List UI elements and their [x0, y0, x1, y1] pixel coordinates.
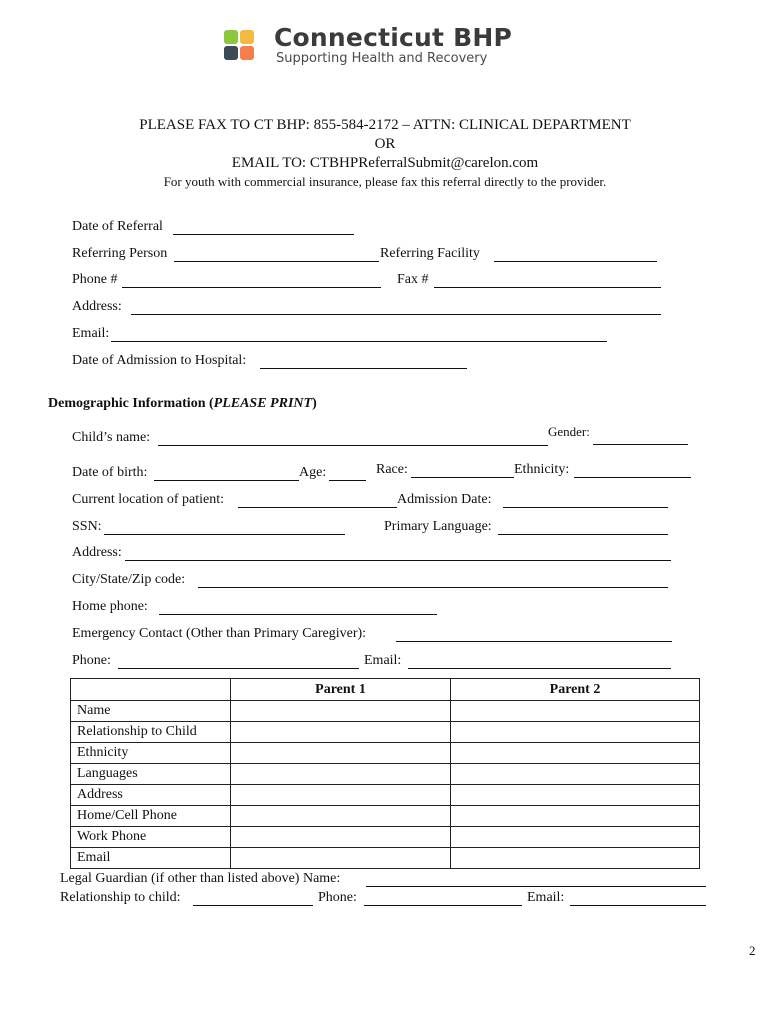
table-row	[71, 785, 700, 806]
row-label: Languages	[71, 764, 231, 785]
emergency-contact-field[interactable]	[396, 641, 672, 642]
table-header-parent-2: Parent 2	[451, 679, 700, 701]
parents-table	[70, 678, 700, 869]
guardian-email-label: Email:	[527, 890, 565, 905]
parent-2-cell[interactable]	[451, 764, 700, 785]
admission-date-field-demo[interactable]	[503, 507, 668, 508]
guardian-phone-label: Phone:	[318, 890, 357, 905]
row-label: Ethnicity	[71, 743, 231, 764]
emergency-email-label: Email:	[364, 653, 402, 668]
table-row	[71, 848, 700, 869]
logo-square-orange	[240, 46, 254, 60]
table-row	[71, 722, 700, 743]
table-row	[71, 806, 700, 827]
parent-2-cell[interactable]	[451, 848, 700, 869]
home-phone-field[interactable]	[159, 614, 437, 615]
city-state-zip-label: City/State/Zip code:	[72, 572, 186, 587]
parent-2-cell[interactable]	[451, 743, 700, 764]
parent-2-cell[interactable]	[451, 785, 700, 806]
fax-field[interactable]	[434, 287, 661, 288]
guardian-name-field[interactable]	[366, 886, 706, 887]
fax-instruction: PLEASE FAX TO CT BHP: 855-584-2172 – ATTN: CLINICAL DEPARTMENT	[139, 117, 631, 133]
referring-facility-field[interactable]	[494, 261, 657, 262]
child-name-label: Child’s name:	[72, 430, 151, 445]
commercial-insurance-note: For youth with commercial insurance, please fax this referral directly to the provider.	[163, 174, 607, 189]
emergency-contact-label: Emergency Contact (Other than Primary Caregiver):	[72, 626, 367, 641]
parent-1-cell[interactable]	[231, 722, 451, 743]
ssn-label: SSN:	[72, 519, 102, 534]
row-label: Name	[71, 701, 231, 722]
primary-language-field[interactable]	[498, 534, 668, 535]
guardian-name-label: Legal Guardian (if other than listed above) Name:	[60, 871, 341, 886]
phone-label: Phone #	[72, 272, 118, 287]
guardian-relationship-label: Relationship to child:	[60, 890, 181, 905]
address-label: Address:	[72, 299, 122, 314]
page-number: 2	[749, 943, 756, 958]
guardian-email-field[interactable]	[570, 905, 706, 906]
home-phone-label: Home phone:	[72, 599, 148, 614]
ct-bhp-logo	[222, 23, 552, 70]
parent-2-cell[interactable]	[451, 827, 700, 848]
admission-date-label-demo: Admission Date:	[397, 492, 492, 507]
parent-1-cell[interactable]	[231, 701, 451, 722]
parent-1-cell[interactable]	[231, 785, 451, 806]
parent-1-cell[interactable]	[231, 848, 451, 869]
parent-1-cell[interactable]	[231, 806, 451, 827]
child-name-field[interactable]	[158, 445, 548, 446]
date-of-referral-field[interactable]	[173, 234, 354, 235]
logo-square-green	[224, 30, 238, 44]
ssn-field[interactable]	[104, 534, 345, 535]
race-label: Race:	[376, 462, 408, 477]
address-field[interactable]	[131, 314, 661, 315]
referring-person-label: Referring Person	[72, 246, 168, 261]
primary-language-label: Primary Language:	[384, 519, 492, 534]
emergency-email-field[interactable]	[408, 668, 671, 669]
email-instruction: EMAIL TO: CTBHPReferralSubmit@carelon.com	[231, 155, 539, 171]
row-label: Relationship to Child	[71, 722, 231, 743]
table-header-blank	[71, 679, 231, 701]
fax-label: Fax #	[397, 272, 429, 287]
row-label: Email	[71, 848, 231, 869]
parent-2-cell[interactable]	[451, 722, 700, 743]
logo-name: Connecticut BHP	[274, 23, 512, 52]
referring-facility-label: Referring Facility	[380, 246, 480, 261]
logo-square-yellow	[240, 30, 254, 44]
parent-1-cell[interactable]	[231, 743, 451, 764]
age-label: Age:	[299, 465, 327, 480]
parent-2-cell[interactable]	[451, 806, 700, 827]
parent-1-cell[interactable]	[231, 764, 451, 785]
email-field[interactable]	[111, 341, 607, 342]
ethnicity-field[interactable]	[574, 477, 691, 478]
row-label: Work Phone	[71, 827, 231, 848]
or-text: OR	[374, 136, 396, 152]
current-location-field[interactable]	[238, 507, 397, 508]
ethnicity-label: Ethnicity:	[514, 462, 570, 477]
child-address-field[interactable]	[125, 560, 671, 561]
gender-label: Gender:	[548, 424, 590, 439]
guardian-phone-field[interactable]	[364, 905, 522, 906]
city-state-zip-field[interactable]	[198, 587, 668, 588]
table-row	[71, 701, 700, 722]
phone-field[interactable]	[122, 287, 381, 288]
referring-person-field[interactable]	[174, 261, 379, 262]
parent-1-cell[interactable]	[231, 827, 451, 848]
email-label: Email:	[72, 326, 110, 341]
row-label: Address	[71, 785, 231, 806]
table-row	[71, 764, 700, 785]
table-header-parent-1: Parent 1	[231, 679, 451, 701]
emergency-phone-field[interactable]	[118, 668, 359, 669]
table-header-row	[71, 679, 700, 701]
emergency-phone-label: Phone:	[72, 653, 111, 668]
race-field[interactable]	[411, 477, 514, 478]
logo-tagline: Supporting Health and Recovery	[276, 51, 488, 66]
admission-date-label: Date of Admission to Hospital:	[72, 353, 247, 368]
age-field[interactable]	[329, 480, 366, 481]
table-row	[71, 743, 700, 764]
gender-field[interactable]	[593, 444, 688, 445]
row-label: Home/Cell Phone	[71, 806, 231, 827]
demographic-heading: Demographic Information (PLEASE PRINT)	[48, 396, 317, 411]
table-row	[71, 827, 700, 848]
date-of-referral-label: Date of Referral	[72, 219, 163, 234]
dob-field[interactable]	[154, 480, 299, 481]
admission-date-field[interactable]	[260, 368, 467, 369]
logo-square-dark	[224, 46, 238, 60]
guardian-relationship-field[interactable]	[193, 905, 313, 906]
current-location-label: Current location of patient:	[72, 492, 225, 507]
child-address-label: Address:	[72, 545, 122, 560]
parent-2-cell[interactable]	[451, 701, 700, 722]
dob-label: Date of birth:	[72, 465, 148, 480]
